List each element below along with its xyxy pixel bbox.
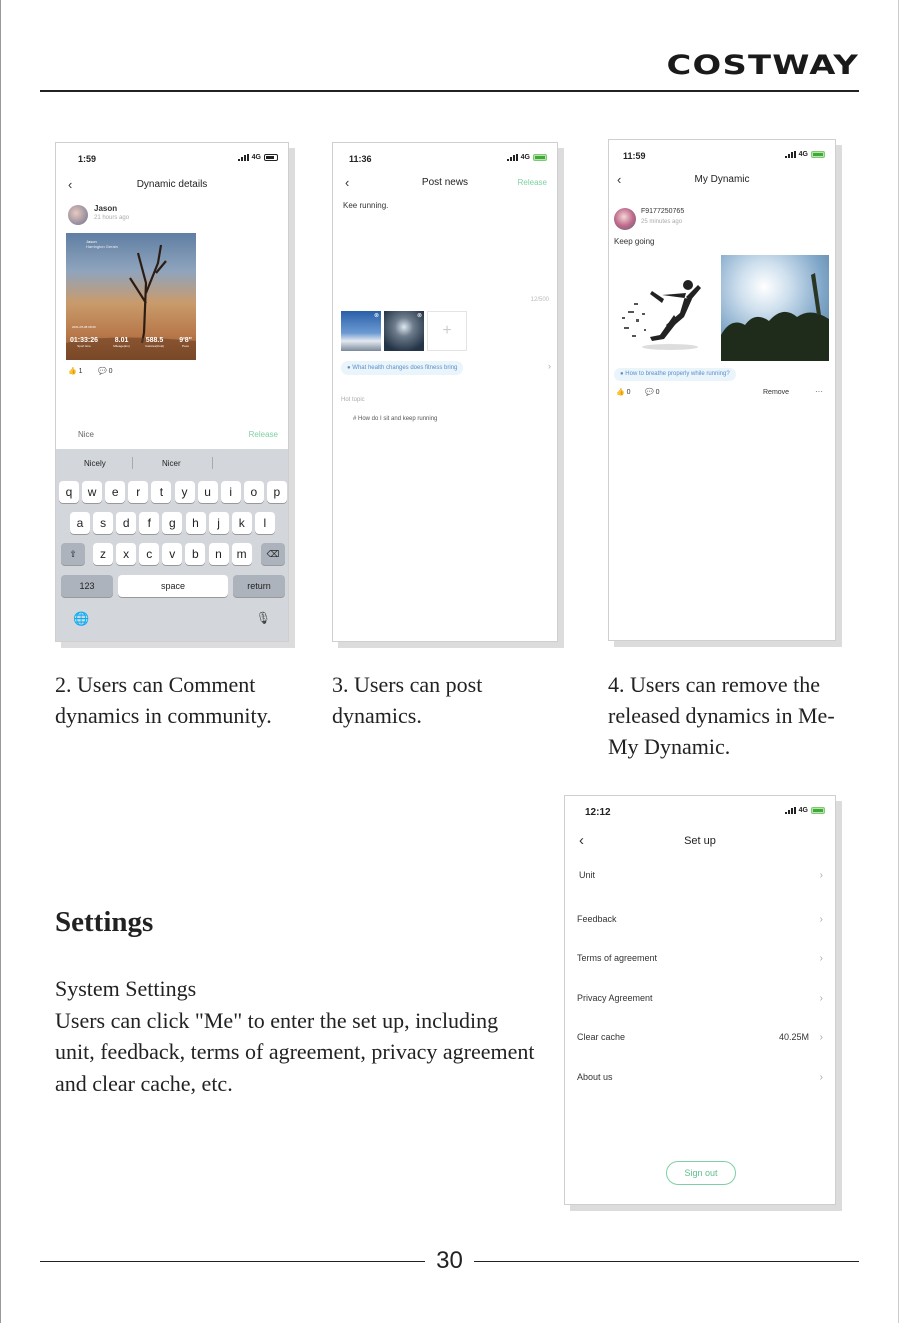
key-4[interactable]: g (162, 512, 182, 534)
remove-button[interactable]: Remove (763, 389, 790, 396)
post-text-area[interactable]: Kee running. (343, 201, 389, 210)
key-3[interactable]: v (162, 543, 182, 565)
status-bar (565, 796, 835, 826)
page-title: My Dynamic (694, 174, 750, 185)
chevron-right-icon: › (819, 953, 823, 964)
signal-icon (238, 154, 278, 161)
key-123[interactable]: 123 (61, 575, 113, 597)
caption-remove: 4. Users can remove the released dynamics in Me-My Dynamic. (608, 672, 835, 759)
key-4[interactable]: b (185, 543, 205, 565)
battery-icon (811, 151, 825, 158)
post-time: 21 hours ago (94, 215, 130, 221)
row-label: Feedback (577, 914, 617, 924)
key-1[interactable]: x (116, 543, 136, 565)
signal-icon (507, 154, 547, 161)
microphone-icon[interactable]: 🎙 (255, 611, 271, 625)
chevron-right-icon: › (819, 1072, 823, 1083)
battery-icon (811, 807, 825, 814)
hot-topic-label: Hot topic (341, 397, 365, 403)
phone-post-news (332, 142, 558, 642)
page-number: 30 (436, 1247, 463, 1274)
network-label: 4G (798, 151, 808, 158)
signal-icon (785, 151, 825, 158)
network-label: 4G (520, 154, 530, 161)
row-label: Privacy Agreement (577, 993, 653, 1003)
photo-sub: Harrington Gerain (86, 244, 118, 249)
key-2[interactable]: e (105, 481, 125, 503)
photo-user: Jason (86, 239, 97, 244)
settings-body (55, 973, 535, 1099)
key-0[interactable]: q (59, 481, 79, 503)
settings-subheading: System Settings (55, 976, 197, 1001)
page-title: Set up (684, 835, 716, 847)
remove-photo-icon[interactable]: ⊗ (416, 313, 422, 319)
settings-row-feedback[interactable] (577, 914, 823, 924)
settings-heading: Settings (55, 906, 154, 938)
thumb-up-icon: 👍 (68, 368, 77, 375)
key-2[interactable]: c (139, 543, 159, 565)
attached-photo-1[interactable] (341, 311, 381, 351)
phone-dynamic-details (55, 142, 289, 642)
post-text: Keep going (614, 237, 655, 246)
hot-topic-item[interactable]: # How do I sit and keep running (353, 416, 438, 422)
suggestion-1[interactable]: Nicely (84, 459, 106, 468)
add-photo-button[interactable]: + (427, 311, 467, 351)
cache-size: 40.25M (778, 1032, 809, 1042)
release-button[interactable]: Release (248, 430, 278, 439)
remove-photo-icon[interactable]: ⊗ (373, 313, 379, 319)
row-label: Unit (579, 870, 596, 880)
nav-bar (333, 171, 557, 195)
key-5[interactable]: n (209, 543, 229, 565)
suggestion-divider (132, 457, 133, 469)
chevron-right-icon: › (819, 993, 823, 1004)
key-8[interactable]: o (244, 481, 264, 503)
post-image-runner[interactable] (614, 255, 718, 361)
header-rule (40, 90, 859, 92)
key-3[interactable]: f (139, 512, 159, 534)
thumb-up-icon: 👍 (616, 389, 625, 396)
nav-bar (609, 168, 835, 192)
key-0[interactable]: z (93, 543, 113, 565)
nav-bar (56, 173, 288, 197)
delete-key[interactable]: ⌫ (261, 543, 285, 565)
status-time: 1:59 (78, 154, 97, 164)
post-image-sky[interactable] (721, 255, 829, 361)
topic-icon: ● (620, 371, 624, 377)
globe-icon[interactable]: 🌐 (73, 611, 90, 626)
back-chevron-icon[interactable]: ‹ (345, 175, 350, 190)
key-0[interactable]: a (70, 512, 90, 534)
brand-logo: COSTWAY (666, 50, 859, 81)
chevron-right-icon: › (819, 914, 823, 925)
key-4[interactable]: t (151, 481, 171, 503)
avatar[interactable] (614, 208, 636, 230)
key-7[interactable]: i (221, 481, 241, 503)
key-6[interactable]: j (209, 512, 229, 534)
run-photo[interactable] (66, 233, 196, 360)
page-title: Dynamic details (136, 179, 208, 190)
topic-icon: ● (347, 365, 351, 371)
key-9[interactable]: p (267, 481, 287, 503)
comment-button[interactable]: 💬 0 (98, 368, 113, 375)
comment-icon: 💬 (98, 368, 107, 375)
comment-input[interactable]: Nice (78, 430, 95, 439)
key-3[interactable]: r (128, 481, 148, 503)
caption-post: 3. Users can post dynamics. (332, 672, 483, 728)
like-button[interactable]: 👍 1 (68, 368, 83, 375)
topic-tag[interactable]: ● What health changes does fitness bring (341, 361, 463, 375)
post-time: 25 minutes ago (641, 219, 683, 225)
row-label: Terms of agreement (577, 953, 658, 963)
status-bar (56, 143, 288, 173)
back-chevron-icon[interactable]: ‹ (68, 177, 73, 192)
status-time: 11:59 (623, 151, 646, 161)
user-id[interactable]: F9177250765 (641, 208, 685, 215)
back-chevron-icon[interactable]: ‹ (617, 172, 622, 187)
chevron-right-icon: › (819, 870, 823, 881)
status-time: 12:12 (585, 807, 611, 818)
signal-icon (785, 807, 825, 814)
key-7[interactable]: k (232, 512, 252, 534)
status-bar (609, 140, 835, 170)
comment-icon: 💬 (645, 389, 654, 396)
battery-icon (533, 154, 547, 161)
like-button[interactable]: 👍 0 (616, 389, 631, 396)
settings-row-privacy[interactable] (577, 993, 823, 1003)
topic-tag[interactable]: ● How to breathe properly while running? (614, 368, 736, 381)
status-bar (333, 143, 557, 173)
nav-bar (565, 829, 835, 853)
key-1[interactable]: w (82, 481, 102, 503)
key-6[interactable]: m (232, 543, 252, 565)
space-key[interactable]: space (118, 575, 228, 597)
avatar[interactable] (68, 205, 88, 225)
settings-row-about[interactable] (577, 1072, 823, 1082)
status-time: 11:36 (349, 154, 372, 164)
more-icon[interactable]: ··· (815, 387, 823, 396)
caption-comment: 2. Users can Comment dynamics in community. (55, 672, 272, 728)
return-key[interactable]: return (233, 575, 285, 597)
battery-icon (264, 154, 278, 161)
key-5[interactable]: y (175, 481, 195, 503)
shift-key[interactable]: ⇧ (61, 543, 85, 565)
key-5[interactable]: h (186, 512, 206, 534)
char-counter: 12/500 (530, 297, 549, 303)
settings-row-clear-cache[interactable] (577, 1032, 823, 1042)
photo-stats (70, 337, 192, 348)
row-label: About us (577, 1072, 613, 1082)
row-label: Clear cache (577, 1032, 626, 1042)
user-name[interactable]: Jason (94, 204, 118, 213)
key-6[interactable]: u (198, 481, 218, 503)
keyboard (56, 449, 288, 641)
back-chevron-icon[interactable]: ‹ (579, 832, 584, 849)
settings-description: Users can click "Me" to enter the set up, including unit, feedback, terms of agreement, privacy agreement and clear cache, etc. (55, 1007, 535, 1096)
settings-row-unit[interactable] (577, 870, 823, 880)
phone-set-up (564, 795, 836, 1205)
key-1[interactable]: s (93, 512, 113, 534)
network-label: 4G (251, 154, 261, 161)
suggestion-2[interactable]: Nicer (162, 459, 181, 468)
attached-photo-2[interactable] (384, 311, 424, 351)
stat-item: 9'8" Pace (179, 337, 192, 348)
page-title: Post news (421, 177, 469, 188)
key-8[interactable]: l (255, 512, 275, 534)
settings-row-terms[interactable] (577, 953, 823, 963)
stat-item: 588.5 Calories(Kcal) (145, 337, 164, 348)
runner-icon (614, 255, 718, 361)
network-label: 4G (798, 807, 808, 814)
topic-chevron-icon[interactable]: › (548, 361, 551, 371)
sign-out-button[interactable]: Sign out (666, 1161, 736, 1185)
key-2[interactable]: d (116, 512, 136, 534)
photo-date: 2021-05-08 08:09 (72, 325, 96, 329)
comment-button[interactable]: 💬 0 (645, 389, 660, 396)
stat-item: 01:33:26 Sport time (70, 337, 99, 348)
stat-item: 8.01 Mileage(km) (113, 337, 130, 348)
chevron-right-icon: › (819, 1032, 823, 1043)
suggestion-divider (212, 457, 213, 469)
release-button[interactable]: Release (517, 178, 547, 187)
phone-my-dynamic (608, 139, 836, 641)
trees-icon (721, 255, 829, 361)
